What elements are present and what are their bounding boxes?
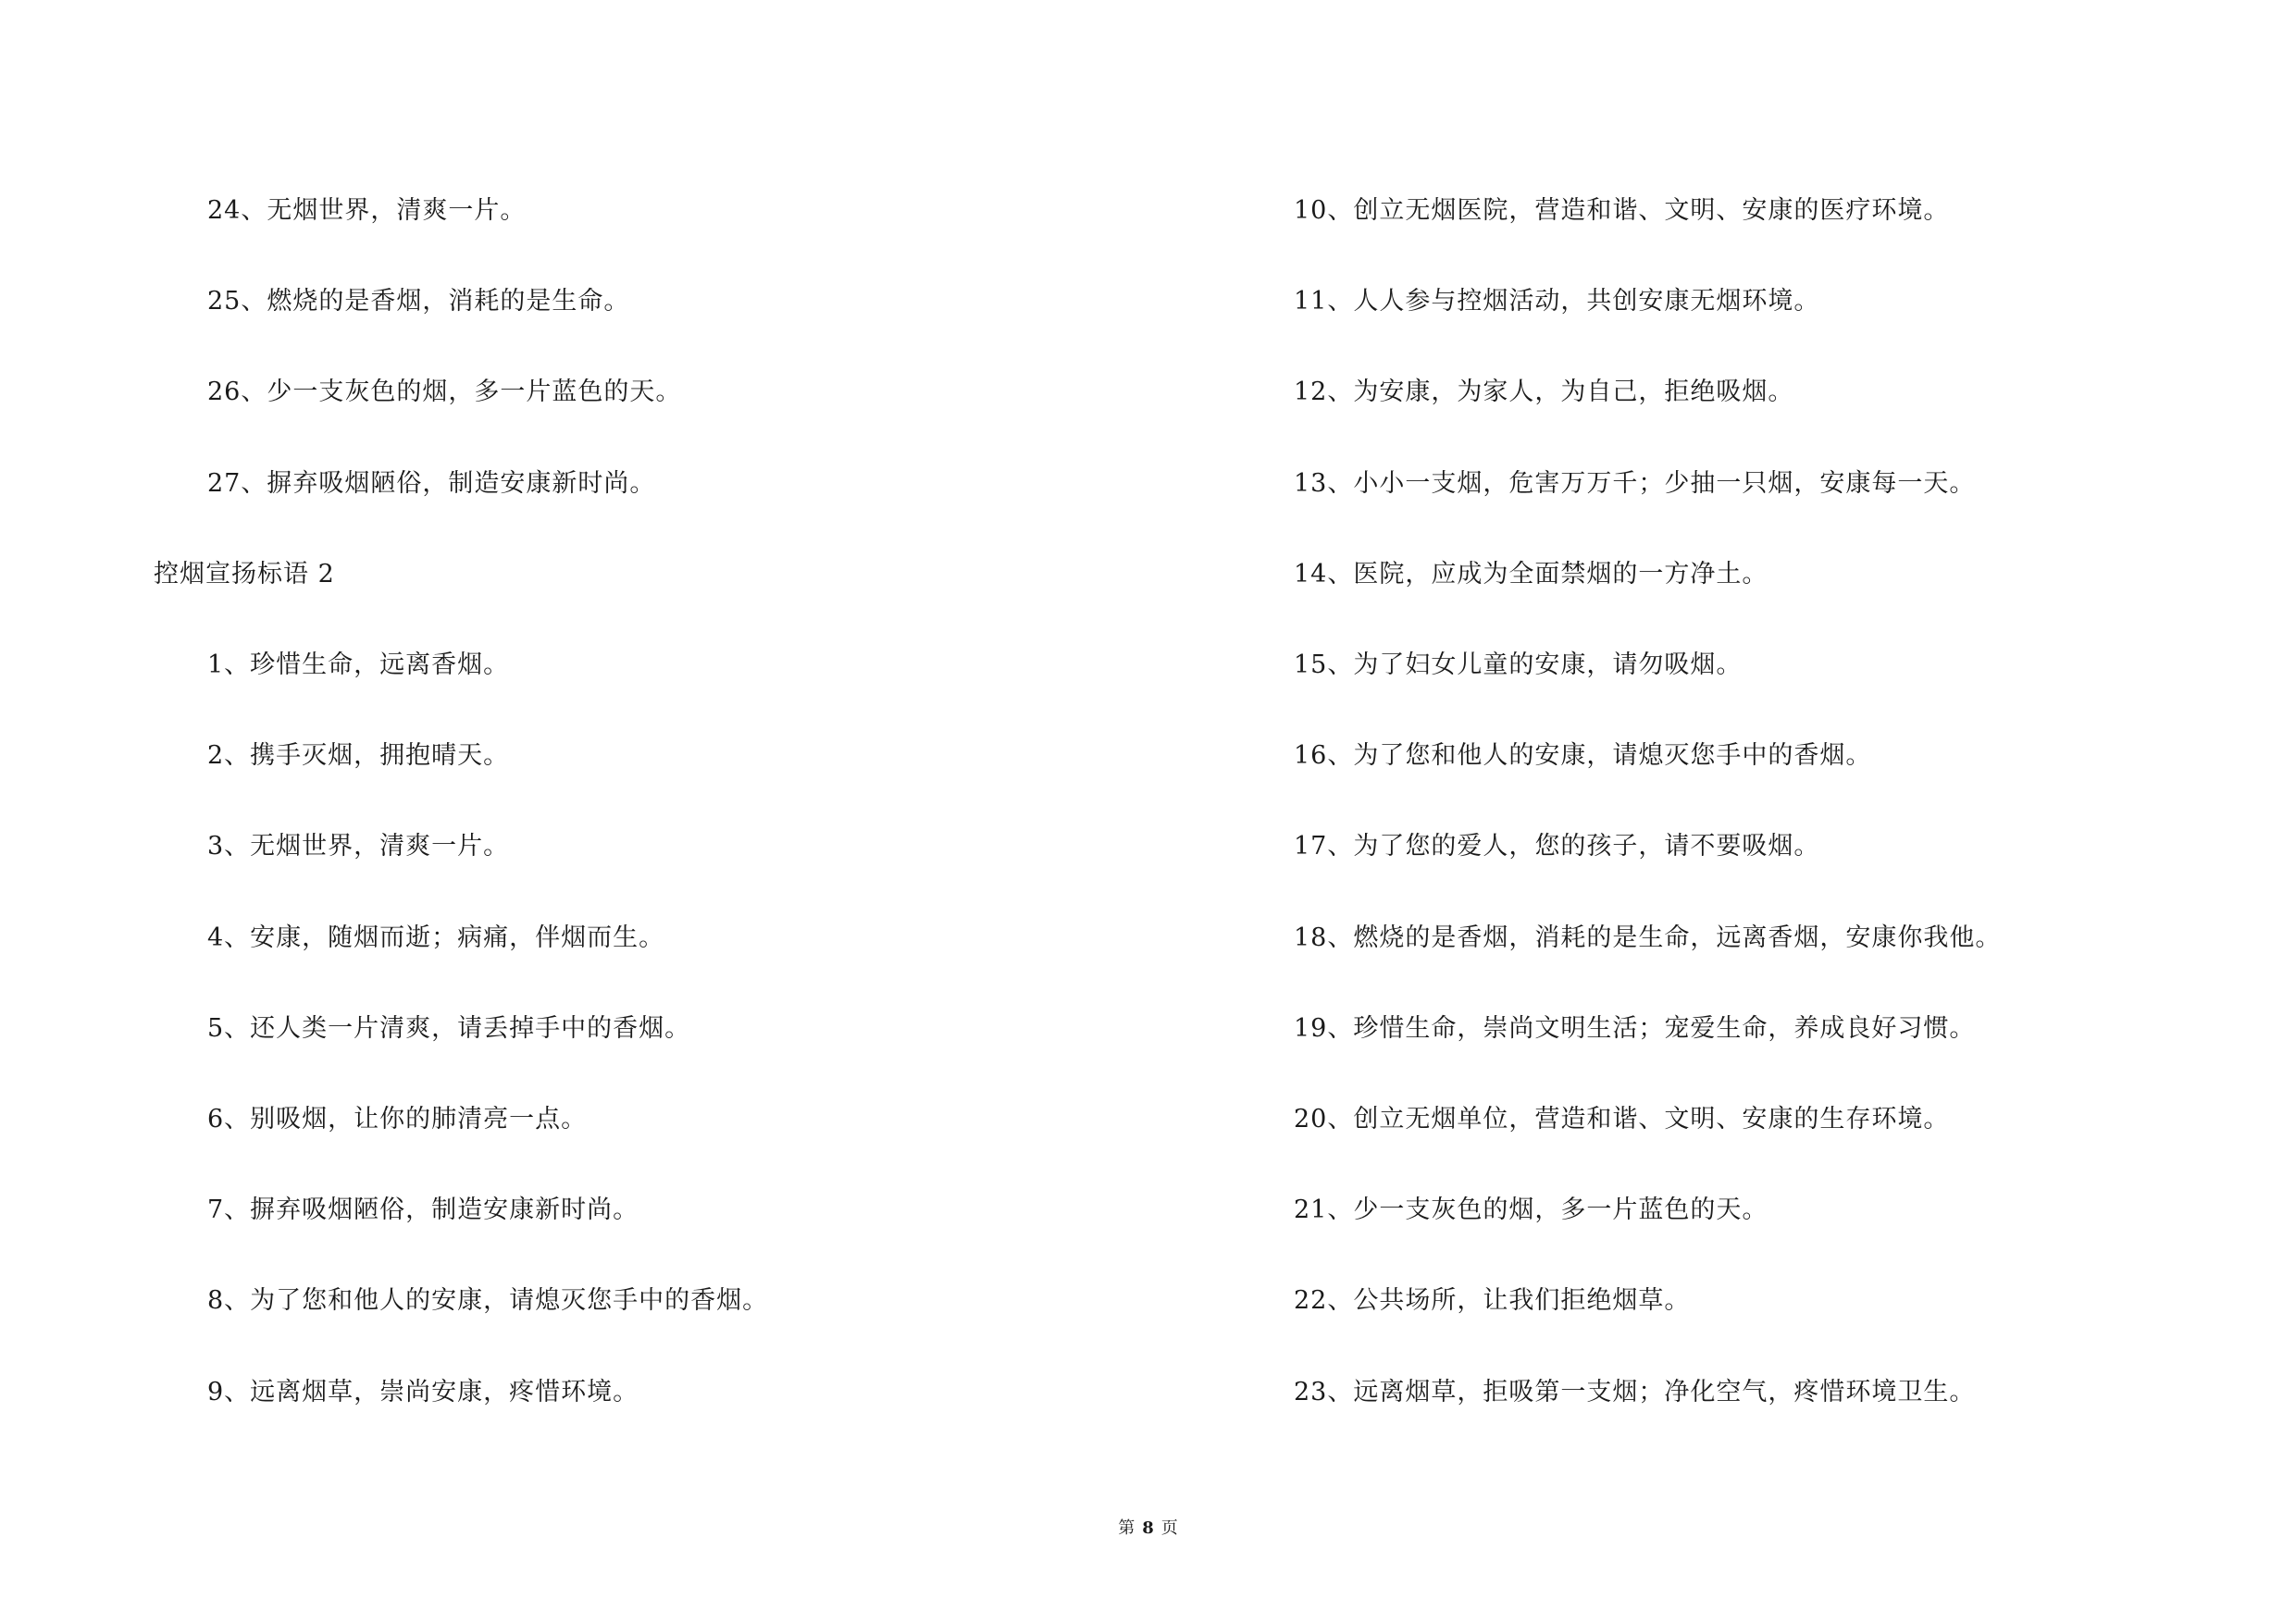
slogan-line: 20、创立无烟单位，营造和谐、文明、安康的生存环境。 (1294, 1105, 1950, 1134)
slogan-line: 6、别吸烟，让你的肺清亮一点。 (207, 1105, 588, 1134)
slogan-line: 21、少一支灰色的烟，多一片蓝色的天。 (1294, 1196, 1769, 1225)
slogan-line: 17、为了您的爱人，您的孩子，请不要吸烟。 (1294, 832, 1820, 861)
slogan-line: 22、公共场所，让我们拒绝烟草。 (1294, 1286, 1691, 1316)
page-footer (0, 1516, 2296, 1542)
footer-suffix: 页 (1160, 1518, 1178, 1538)
slogan-line: 2、携手灭烟，拥抱晴天。 (207, 741, 510, 771)
slogan-line: 18、燃烧的是香烟，消耗的是生命，远离香烟，安康你我他。 (1294, 923, 2002, 952)
slogan-line: 7、摒弃吸烟陋俗，制造安康新时尚。 (207, 1196, 639, 1225)
slogan-line: 15、为了妇女儿童的安康，请勿吸烟。 (1294, 650, 1743, 679)
slogan-line: 1、珍惜生命，远离香烟。 (207, 650, 510, 679)
slogan-line: 9、远离烟草，崇尚安康，疼惜环境。 (207, 1377, 639, 1406)
slogan-line: 25、燃烧的是香烟，消耗的是生命。 (207, 287, 630, 316)
slogan-line: 10、创立无烟医院，营造和谐、文明、安康的医疗环境。 (1294, 196, 1950, 225)
slogan-line: 4、安康，随烟而逝；病痛，伴烟而生。 (207, 923, 665, 952)
slogan-line: 23、远离烟草，拒吸第一支烟；净化空气，疼惜环境卫生。 (1294, 1377, 1976, 1406)
slogan-line: 27、摒弃吸烟陋俗，制造安康新时尚。 (207, 468, 656, 498)
slogan-line: 8、为了您和他人的安康，请熄灭您手中的香烟。 (207, 1286, 769, 1316)
slogan-line: 5、还人类一片清爽，请丢掉手中的香烟。 (207, 1013, 691, 1043)
slogan-line: 3、无烟世界，清爽一片。 (207, 832, 510, 861)
left-column (154, 0, 1172, 1481)
footer-prefix: 第 (1118, 1518, 1136, 1538)
section-heading: 控烟宣扬标语 2 (154, 559, 335, 588)
slogan-line: 26、少一支灰色的烟，多一片蓝色的天。 (207, 378, 682, 407)
slogan-line: 24、无烟世界，清爽一片。 (207, 196, 527, 225)
slogan-line: 12、为安康，为家人，为自己，拒绝吸烟。 (1294, 378, 1794, 407)
right-column (1240, 0, 2258, 1481)
slogan-line: 11、人人参与控烟活动，共创安康无烟环境。 (1294, 287, 1820, 316)
slogan-line: 19、珍惜生命，崇尚文明生活；宠爱生命，养成良好习惯。 (1294, 1013, 1976, 1043)
slogan-line: 16、为了您和他人的安康，请熄灭您手中的香烟。 (1294, 741, 1872, 771)
page-number: 8 (1142, 1518, 1154, 1538)
slogan-line: 14、医院，应成为全面禁烟的一方净土。 (1294, 559, 1769, 588)
slogan-line: 13、小小一支烟，危害万万千；少抽一只烟，安康每一天。 (1294, 468, 1976, 498)
